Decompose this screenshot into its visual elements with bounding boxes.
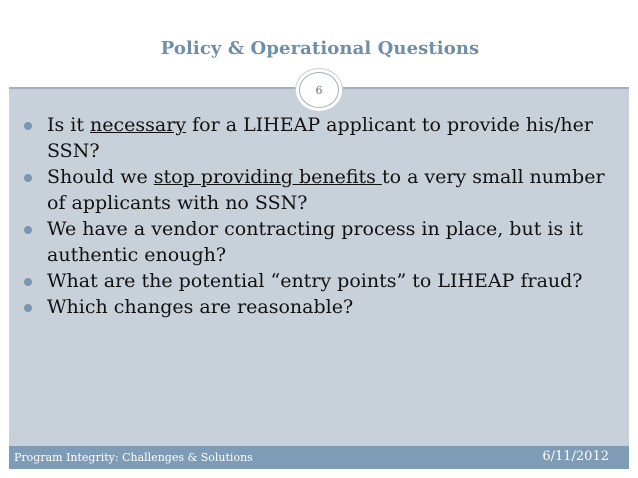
bullet-text: to a very small number of applicants with no SSN? [47,166,605,214]
bullet-text: Which changes are reasonable? [47,296,354,318]
bullet-text: We have a vendor contracting process in place, but is it authentic enough? [47,218,583,266]
bullet-dot-icon [24,278,32,286]
bullet-item [22,112,622,164]
slide-number: 6 [315,83,323,97]
bullet-text: What are the potential “entry points” to LIHEAP fraud? [47,270,583,292]
bullet-item [22,268,622,294]
bullet-dot-icon [24,174,32,182]
bullet-dot-icon [24,122,32,130]
bullet-item [22,164,622,216]
bullet-text: Should we [47,166,154,188]
bullet-text: Is it [47,114,91,136]
slide-number-badge [299,72,339,108]
bullet-dot-icon [24,226,32,234]
footer-date: 6/11/2012 [542,449,609,464]
footer-title: Program Integrity: Challenges & Solutions [14,451,253,464]
bullet-dot-icon [24,304,32,312]
bullet-underlined-text: necessary [90,114,187,136]
slide-title: Policy & Operational Questions [160,38,480,59]
bullet-item [22,294,622,320]
bullet-list [22,112,622,320]
bullet-text: for a LIHEAP applicant to provide his/her SSN? [47,114,593,162]
bullet-item [22,216,622,268]
bullet-underlined-text: stop providing benefits [153,166,382,188]
